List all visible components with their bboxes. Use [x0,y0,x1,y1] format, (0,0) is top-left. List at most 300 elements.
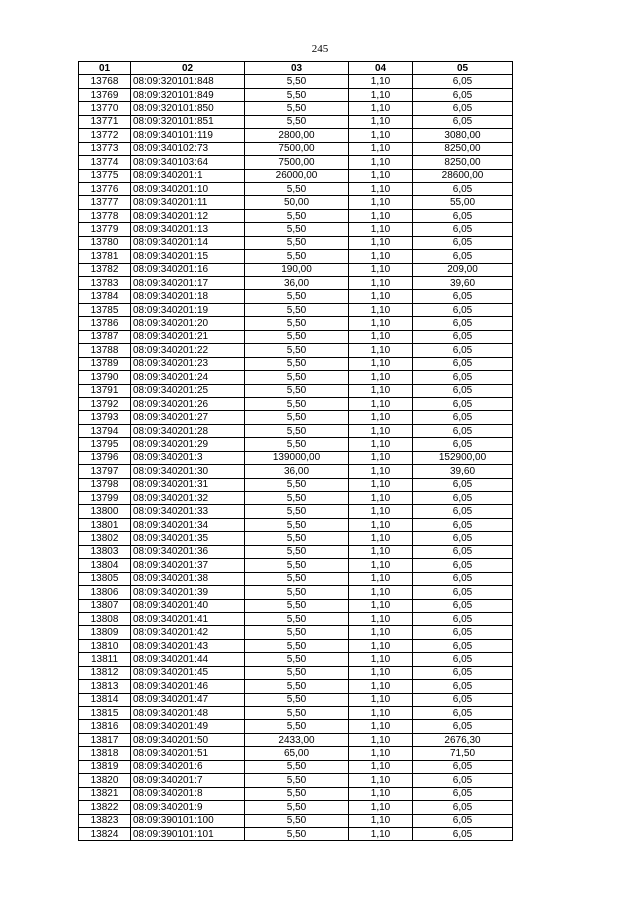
table-cell: 13775 [79,169,131,182]
table-cell: 6,05 [413,827,513,840]
table-cell: 6,05 [413,209,513,222]
table-cell: 08:09:340201:49 [131,720,245,733]
table-cell: 1,10 [349,75,413,88]
table-cell: 13823 [79,814,131,827]
table-row [79,209,513,222]
table-row [79,357,513,370]
table-cell: 13811 [79,653,131,666]
table-cell: 08:09:390101:100 [131,814,245,827]
table-cell: 08:09:320101:851 [131,115,245,128]
table-cell: 5,50 [245,102,349,115]
table-row [79,774,513,787]
table-cell: 1,10 [349,317,413,330]
table-cell: 08:09:340201:38 [131,572,245,585]
table-cell: 1,10 [349,344,413,357]
table-cell: 6,05 [413,115,513,128]
table-cell: 13778 [79,209,131,222]
table-cell: 1,10 [349,814,413,827]
table-cell: 6,05 [413,626,513,639]
table-row [79,330,513,343]
table-cell: 1,10 [349,801,413,814]
table-cell: 1,10 [349,397,413,410]
table-cell: 6,05 [413,707,513,720]
table-cell: 1,10 [349,760,413,773]
table-cell: 13787 [79,330,131,343]
table-cell: 71,50 [413,747,513,760]
table-cell: 5,50 [245,424,349,437]
table-cell: 08:09:340201:11 [131,196,245,209]
table-cell: 5,50 [245,774,349,787]
table-cell: 08:09:340201:51 [131,747,245,760]
table-cell: 5,50 [245,223,349,236]
table-cell: 08:09:340201:17 [131,277,245,290]
table-row [79,505,513,518]
table-row [79,250,513,263]
table-cell: 13806 [79,586,131,599]
table-row [79,572,513,585]
table-cell: 08:09:340201:33 [131,505,245,518]
table-cell: 13770 [79,102,131,115]
table-cell: 8250,00 [413,142,513,155]
table-cell: 6,05 [413,384,513,397]
table-cell: 1,10 [349,747,413,760]
table-cell: 39,60 [413,465,513,478]
table-cell: 5,50 [245,478,349,491]
table-row [79,680,513,693]
table-row [79,129,513,142]
table-cell: 5,50 [245,344,349,357]
table-cell: 190,00 [245,263,349,276]
table-cell: 13793 [79,411,131,424]
table-cell: 7500,00 [245,142,349,155]
table-cell: 08:09:340201:25 [131,384,245,397]
table-cell: 1,10 [349,492,413,505]
table-row [79,814,513,827]
table-cell: 13800 [79,505,131,518]
table-cell: 08:09:320101:848 [131,75,245,88]
table-cell: 5,50 [245,814,349,827]
table-cell: 6,05 [413,438,513,451]
table-cell: 1,10 [349,774,413,787]
table-cell: 6,05 [413,787,513,800]
table-cell: 5,50 [245,357,349,370]
table-row [79,115,513,128]
table-cell: 1,10 [349,169,413,182]
table-cell: 5,50 [245,384,349,397]
table-cell: 5,50 [245,532,349,545]
table-cell: 13807 [79,599,131,612]
table-cell: 13784 [79,290,131,303]
table-cell: 6,05 [413,102,513,115]
table-cell: 5,50 [245,75,349,88]
table-cell: 08:09:340201:6 [131,760,245,773]
table-cell: 6,05 [413,357,513,370]
table-row [79,223,513,236]
table-row [79,384,513,397]
table-cell: 1,10 [349,733,413,746]
column-header-04: 04 [349,62,413,75]
table-cell: 1,10 [349,478,413,491]
table-cell: 08:09:340101:119 [131,129,245,142]
table-cell: 1,10 [349,720,413,733]
table-cell: 08:09:340201:48 [131,707,245,720]
table-cell: 5,50 [245,505,349,518]
table-cell: 6,05 [413,290,513,303]
table-cell: 6,05 [413,250,513,263]
table-cell: 08:09:340201:26 [131,397,245,410]
table-cell: 08:09:340201:43 [131,639,245,652]
table-cell: 6,05 [413,88,513,101]
table-row [79,411,513,424]
table-cell: 08:09:340201:1 [131,169,245,182]
table-row [79,787,513,800]
table-cell: 13796 [79,451,131,464]
table-cell: 5,50 [245,518,349,531]
table-cell: 13769 [79,88,131,101]
table-cell: 1,10 [349,586,413,599]
table-cell: 1,10 [349,680,413,693]
table-cell: 8250,00 [413,156,513,169]
table-cell: 5,50 [245,760,349,773]
table-cell: 08:09:340201:44 [131,653,245,666]
table-row [79,478,513,491]
table-cell: 13819 [79,760,131,773]
table-cell: 5,50 [245,182,349,195]
table-cell: 13817 [79,733,131,746]
table-cell: 1,10 [349,371,413,384]
table-cell: 6,05 [413,344,513,357]
table-cell: 08:09:340201:3 [131,451,245,464]
table-cell: 2676,30 [413,733,513,746]
table-row [79,666,513,679]
table-cell: 6,05 [413,666,513,679]
table-cell: 5,50 [245,586,349,599]
table-cell: 5,50 [245,250,349,263]
table-cell: 1,10 [349,129,413,142]
table-cell: 13822 [79,801,131,814]
table-cell: 08:09:340201:16 [131,263,245,276]
table-cell: 5,50 [245,693,349,706]
table-cell: 1,10 [349,102,413,115]
table-cell: 36,00 [245,465,349,478]
table-cell: 1,10 [349,236,413,249]
table-row [79,88,513,101]
table-cell: 6,05 [413,411,513,424]
table-cell: 1,10 [349,290,413,303]
table-cell: 08:09:340201:20 [131,317,245,330]
table-cell: 6,05 [413,75,513,88]
table-cell: 13789 [79,357,131,370]
table-cell: 7500,00 [245,156,349,169]
table-cell: 13786 [79,317,131,330]
table-cell: 08:09:340201:24 [131,371,245,384]
table-cell: 5,50 [245,626,349,639]
table-cell: 13797 [79,465,131,478]
table-cell: 1,10 [349,827,413,840]
table-cell: 5,50 [245,88,349,101]
table-cell: 1,10 [349,639,413,652]
table-cell: 13780 [79,236,131,249]
table-row [79,626,513,639]
table-row [79,720,513,733]
table-cell: 08:09:340201:46 [131,680,245,693]
table-cell: 1,10 [349,612,413,625]
table-cell: 1,10 [349,693,413,706]
table-cell: 139000,00 [245,451,349,464]
table-row [79,182,513,195]
table-row [79,559,513,572]
table-cell: 1,10 [349,142,413,155]
table-row [79,747,513,760]
table-cell: 1,10 [349,559,413,572]
table-cell: 1,10 [349,411,413,424]
table-row [79,599,513,612]
table-cell: 6,05 [413,586,513,599]
table-row [79,196,513,209]
table-cell: 13799 [79,492,131,505]
table-row [79,156,513,169]
table-cell: 6,05 [413,774,513,787]
table-cell: 3080,00 [413,129,513,142]
table-cell: 5,50 [245,397,349,410]
table-cell: 13785 [79,303,131,316]
table-row [79,760,513,773]
table-row [79,317,513,330]
table-cell: 1,10 [349,263,413,276]
table-cell: 5,50 [245,720,349,733]
table-cell: 08:09:340201:8 [131,787,245,800]
table-cell: 1,10 [349,666,413,679]
table-cell: 1,10 [349,465,413,478]
table-cell: 5,50 [245,639,349,652]
table-row [79,612,513,625]
table-cell: 5,50 [245,492,349,505]
table-row [79,169,513,182]
table-row [79,465,513,478]
table-cell: 55,00 [413,196,513,209]
table-cell: 13814 [79,693,131,706]
table-cell: 5,50 [245,707,349,720]
table-cell: 08:09:340103:64 [131,156,245,169]
table-cell: 5,50 [245,827,349,840]
table-cell: 08:09:320101:850 [131,102,245,115]
table-cell: 6,05 [413,478,513,491]
table-cell: 08:09:340201:37 [131,559,245,572]
table-cell: 5,50 [245,559,349,572]
table-cell: 1,10 [349,209,413,222]
table-cell: 5,50 [245,317,349,330]
table-cell: 5,50 [245,115,349,128]
table-row [79,236,513,249]
table-cell: 6,05 [413,720,513,733]
table-cell: 1,10 [349,653,413,666]
table-row [79,801,513,814]
table-cell: 08:09:340201:34 [131,518,245,531]
table-cell: 13813 [79,680,131,693]
table-cell: 1,10 [349,303,413,316]
table-cell: 13776 [79,182,131,195]
table-cell: 08:09:340201:36 [131,545,245,558]
table-cell: 08:09:390101:101 [131,827,245,840]
table-cell: 5,50 [245,787,349,800]
table-cell: 5,50 [245,209,349,222]
table-cell: 1,10 [349,277,413,290]
table-cell: 1,10 [349,182,413,195]
table-cell: 5,50 [245,599,349,612]
table-cell: 6,05 [413,182,513,195]
table-cell: 13773 [79,142,131,155]
table-cell: 5,50 [245,801,349,814]
table-cell: 6,05 [413,693,513,706]
table-row [79,451,513,464]
table-cell: 08:09:340201:28 [131,424,245,437]
table-cell: 13777 [79,196,131,209]
table-cell: 08:09:320101:849 [131,88,245,101]
table-row [79,438,513,451]
table-cell: 209,00 [413,263,513,276]
table-cell: 39,60 [413,277,513,290]
table-row [79,344,513,357]
table-row [79,733,513,746]
table-cell: 6,05 [413,653,513,666]
table-cell: 5,50 [245,290,349,303]
column-header-03: 03 [245,62,349,75]
table-cell: 08:09:340201:14 [131,236,245,249]
table-cell: 5,50 [245,612,349,625]
table-cell: 08:09:340201:19 [131,303,245,316]
table-cell: 08:09:340201:27 [131,411,245,424]
table-cell: 6,05 [413,760,513,773]
table-cell: 65,00 [245,747,349,760]
table-cell: 13809 [79,626,131,639]
table-cell: 13820 [79,774,131,787]
table-cell: 08:09:340201:15 [131,250,245,263]
table-cell: 6,05 [413,505,513,518]
table-cell: 08:09:340201:9 [131,801,245,814]
table-cell: 13815 [79,707,131,720]
table-cell: 1,10 [349,572,413,585]
table-cell: 5,50 [245,666,349,679]
table-cell: 5,50 [245,545,349,558]
table-cell: 08:09:340201:18 [131,290,245,303]
table-row [79,371,513,384]
table-cell: 08:09:340201:40 [131,599,245,612]
table-cell: 08:09:340201:45 [131,666,245,679]
table-cell: 1,10 [349,626,413,639]
table-cell: 152900,00 [413,451,513,464]
table-cell: 13803 [79,545,131,558]
table-cell: 1,10 [349,438,413,451]
page-number: 245 [311,43,329,55]
table-cell: 13782 [79,263,131,276]
column-header-02: 02 [131,62,245,75]
table-row [79,303,513,316]
table-cell: 6,05 [413,303,513,316]
table-cell: 13781 [79,250,131,263]
table-cell: 6,05 [413,424,513,437]
table-row [79,545,513,558]
table-cell: 13794 [79,424,131,437]
table-cell: 08:09:340102:73 [131,142,245,155]
table-cell: 36,00 [245,277,349,290]
header-row [79,62,513,75]
table-cell: 1,10 [349,357,413,370]
table-cell: 2800,00 [245,129,349,142]
table-cell: 6,05 [413,559,513,572]
column-header-05: 05 [413,62,513,75]
table-cell: 13779 [79,223,131,236]
table-row [79,424,513,437]
table-cell: 1,10 [349,532,413,545]
table-cell: 08:09:340201:21 [131,330,245,343]
table-cell: 13821 [79,787,131,800]
table-cell: 08:09:340201:7 [131,774,245,787]
table-cell: 1,10 [349,250,413,263]
table-cell: 26000,00 [245,169,349,182]
table-cell: 08:09:340201:23 [131,357,245,370]
table-row [79,397,513,410]
table-cell: 08:09:340201:13 [131,223,245,236]
table-row [79,263,513,276]
table-cell: 08:09:340201:41 [131,612,245,625]
table-row [79,492,513,505]
table-cell: 6,05 [413,397,513,410]
table-header [79,62,513,75]
table-cell: 13772 [79,129,131,142]
table-cell: 1,10 [349,707,413,720]
table-cell: 13798 [79,478,131,491]
table-cell: 08:09:340201:39 [131,586,245,599]
table-row [79,277,513,290]
table-cell: 08:09:340201:32 [131,492,245,505]
table-row [79,75,513,88]
table-cell: 13816 [79,720,131,733]
table-cell: 13774 [79,156,131,169]
table-cell: 1,10 [349,384,413,397]
table-row [79,142,513,155]
table-cell: 5,50 [245,438,349,451]
table-cell: 6,05 [413,814,513,827]
table-cell: 1,10 [349,330,413,343]
table-cell: 13818 [79,747,131,760]
table-cell: 6,05 [413,680,513,693]
table-cell: 08:09:340201:50 [131,733,245,746]
table-cell: 6,05 [413,492,513,505]
table-cell: 08:09:340201:12 [131,209,245,222]
table-cell: 1,10 [349,424,413,437]
table-cell: 5,50 [245,330,349,343]
table-cell: 13805 [79,572,131,585]
table-cell: 13802 [79,532,131,545]
table-cell: 1,10 [349,451,413,464]
table-cell: 6,05 [413,223,513,236]
table-cell: 13812 [79,666,131,679]
table-cell: 6,05 [413,371,513,384]
table-cell: 13824 [79,827,131,840]
table-cell: 08:09:340201:35 [131,532,245,545]
table-cell: 5,50 [245,411,349,424]
table-cell: 50,00 [245,196,349,209]
table-cell: 5,50 [245,680,349,693]
table-row [79,693,513,706]
table-cell: 13790 [79,371,131,384]
table-cell: 1,10 [349,156,413,169]
table-body [79,75,513,841]
table-cell: 08:09:340201:29 [131,438,245,451]
table-cell: 13788 [79,344,131,357]
table-cell: 13801 [79,518,131,531]
table-cell: 1,10 [349,196,413,209]
